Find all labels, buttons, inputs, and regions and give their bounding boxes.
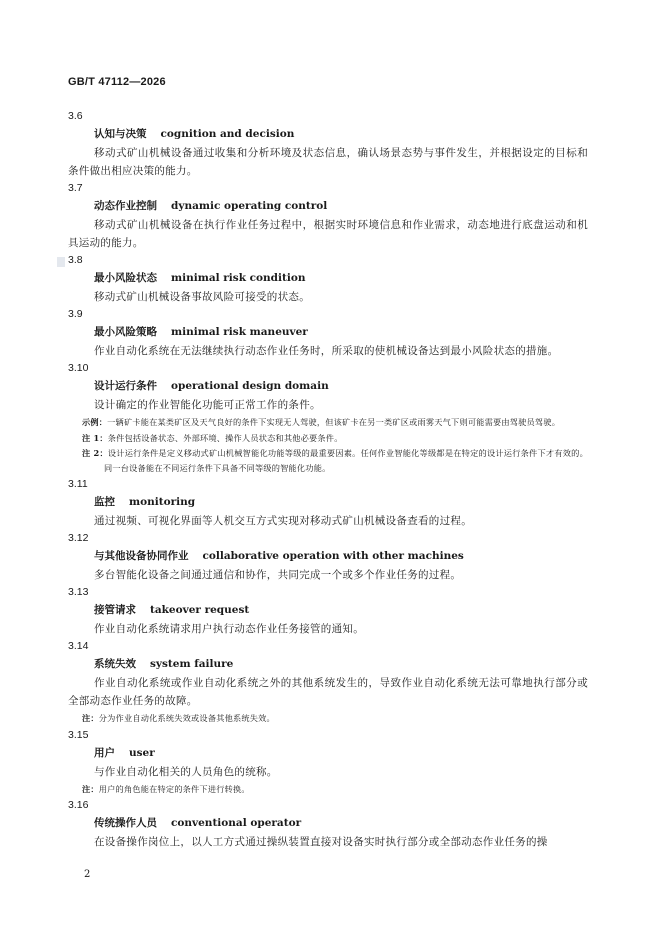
note-label: 注： — [82, 783, 99, 794]
note-paragraph — [68, 446, 588, 475]
note-paragraph — [68, 431, 588, 446]
term-number: 3.12 — [68, 532, 89, 544]
term-number: 3.13 — [68, 586, 89, 598]
term-number: 3.6 — [68, 110, 83, 122]
term-number: 3.7 — [68, 182, 83, 194]
note-paragraph — [68, 782, 588, 797]
term-number: 3.16 — [68, 799, 89, 811]
term-english: conventional operator — [171, 817, 302, 829]
term-english: collaborative operation with other machines — [202, 550, 464, 562]
term-entry-3-7 — [68, 180, 588, 252]
term-number: 3.9 — [68, 308, 83, 320]
term-english: minimal risk maneuver — [171, 326, 308, 338]
term-english: minimal risk condition — [171, 272, 306, 284]
note-label: 注 2： — [82, 448, 108, 458]
term-chinese: 最小风险策略 — [94, 326, 157, 338]
term-entry-3-15 — [68, 727, 588, 797]
term-entry-3-11 — [68, 476, 588, 530]
term-chinese: 设计运行条件 — [94, 380, 157, 392]
terms-section — [68, 108, 588, 851]
term-entry-3-13 — [68, 584, 588, 638]
example-label: 示例： — [82, 417, 108, 427]
term-title — [68, 125, 588, 144]
term-title — [68, 323, 588, 342]
term-number: 3.14 — [68, 640, 89, 652]
term-number: 3.10 — [68, 362, 89, 374]
term-definition: 移动式矿山机械设备通过收集和分析环境及状态信息，确认场景态势与事件发生，并根据设定的目标和条件做出相应决策的能力。 — [68, 147, 588, 177]
term-definition: 移动式矿山机械设备事故风险可接受的状态。 — [94, 291, 310, 303]
term-chinese: 认知与决策 — [94, 128, 147, 140]
term-chinese: 用户 — [94, 746, 115, 759]
standard-code-header: GB/T 47112—2026 — [68, 76, 166, 88]
note-label: 注 1： — [82, 432, 108, 443]
term-title — [68, 377, 588, 396]
page-number: 2 — [84, 869, 91, 880]
example-paragraph — [68, 415, 588, 430]
term-title — [68, 197, 588, 216]
term-title — [68, 814, 588, 833]
term-entry-3-9 — [68, 306, 588, 360]
term-english: takeover request — [150, 604, 250, 616]
term-english: dynamic operating control — [171, 200, 328, 212]
term-english: cognition and decision — [160, 128, 295, 140]
term-entry-3-6 — [68, 108, 588, 180]
term-number: 3.15 — [68, 728, 89, 741]
note-text: 条件包括设备状态、外部环境、操作人员状态和其他必要条件。 — [107, 432, 343, 443]
example-text: 一辆矿卡能在某类矿区及天气良好的条件下实现无人驾驶，但该矿卡在另一类矿区或雨雾天气下则可能需要由驾驶员驾驶。 — [107, 417, 561, 427]
term-english: monitoring — [129, 496, 196, 508]
term-title — [68, 744, 588, 763]
term-entry-3-14 — [68, 638, 588, 726]
term-title — [68, 493, 588, 512]
term-english: system failure — [150, 658, 234, 670]
term-number: 3.11 — [68, 478, 88, 490]
note-text: 用户的角色能在特定的条件下进行转换。 — [98, 783, 250, 794]
term-definition: 作业自动化系统或作业自动化系统之外的其他系统发生的，导致作业自动化系统无法可靠地执行部分或全部动态作业任务的故障。 — [68, 677, 588, 707]
term-number: 3.8 — [68, 254, 83, 266]
term-chinese: 传统操作人员 — [94, 817, 157, 829]
term-title — [68, 547, 588, 566]
term-definition: 多台智能化设备之间通过通信和协作，共同完成一个或多个作业任务的过程。 — [94, 569, 462, 581]
term-entry-3-8 — [68, 252, 588, 306]
term-entry-3-10 — [68, 360, 588, 475]
note-text: 分为作业自动化系统失效或设备其他系统失效。 — [98, 713, 275, 723]
term-chinese: 系统失效 — [94, 658, 136, 670]
term-title — [68, 655, 588, 674]
margin-marker — [57, 257, 65, 267]
note-text: 设计运行条件是定义移动式矿山机械智能化功能等级的最重要因素。任何作业智能化等级都是在特定的设计运行条件下才有效的。同一台设备能在不同运行条件下具备不同等级的智能化功能。 — [104, 448, 588, 473]
term-chinese: 监控 — [94, 496, 115, 508]
term-definition: 移动式矿山机械设备在执行作业任务过程中，根据实时环境信息和作业需求，动态地进行底盘运动和机具运动的能力。 — [68, 219, 588, 249]
note-label: 注： — [82, 713, 99, 723]
term-definition: 设计确定的作业智能化功能可正常工作的条件。 — [94, 399, 321, 411]
term-title — [68, 269, 588, 288]
term-chinese: 与其他设备协同作业 — [94, 550, 189, 562]
note-paragraph — [68, 711, 588, 726]
term-english: user — [129, 746, 155, 759]
term-definition: 在设备操作岗位上，以人工方式通过操纵装置直接对设备实时执行部分或全部动态作业任务的操 — [94, 836, 548, 848]
term-chinese: 动态作业控制 — [94, 200, 157, 212]
term-entry-3-12 — [68, 530, 588, 584]
term-chinese: 接管请求 — [94, 604, 136, 616]
term-definition: 通过视频、可视化界面等人机交互方式实现对移动式矿山机械设备查看的过程。 — [94, 515, 472, 527]
term-chinese: 最小风险状态 — [94, 272, 157, 284]
term-definition: 与作业自动化相关的人员角色的统称。 — [94, 765, 278, 778]
term-definition: 作业自动化系统请求用户执行动态作业任务接管的通知。 — [94, 623, 364, 635]
term-english: operational design domain — [171, 380, 329, 392]
term-entry-3-16 — [68, 797, 588, 851]
term-definition: 作业自动化系统在无法继续执行动态作业任务时，所采取的使机械设备达到最小风险状态的措施。 — [94, 345, 559, 357]
term-title — [68, 601, 588, 620]
